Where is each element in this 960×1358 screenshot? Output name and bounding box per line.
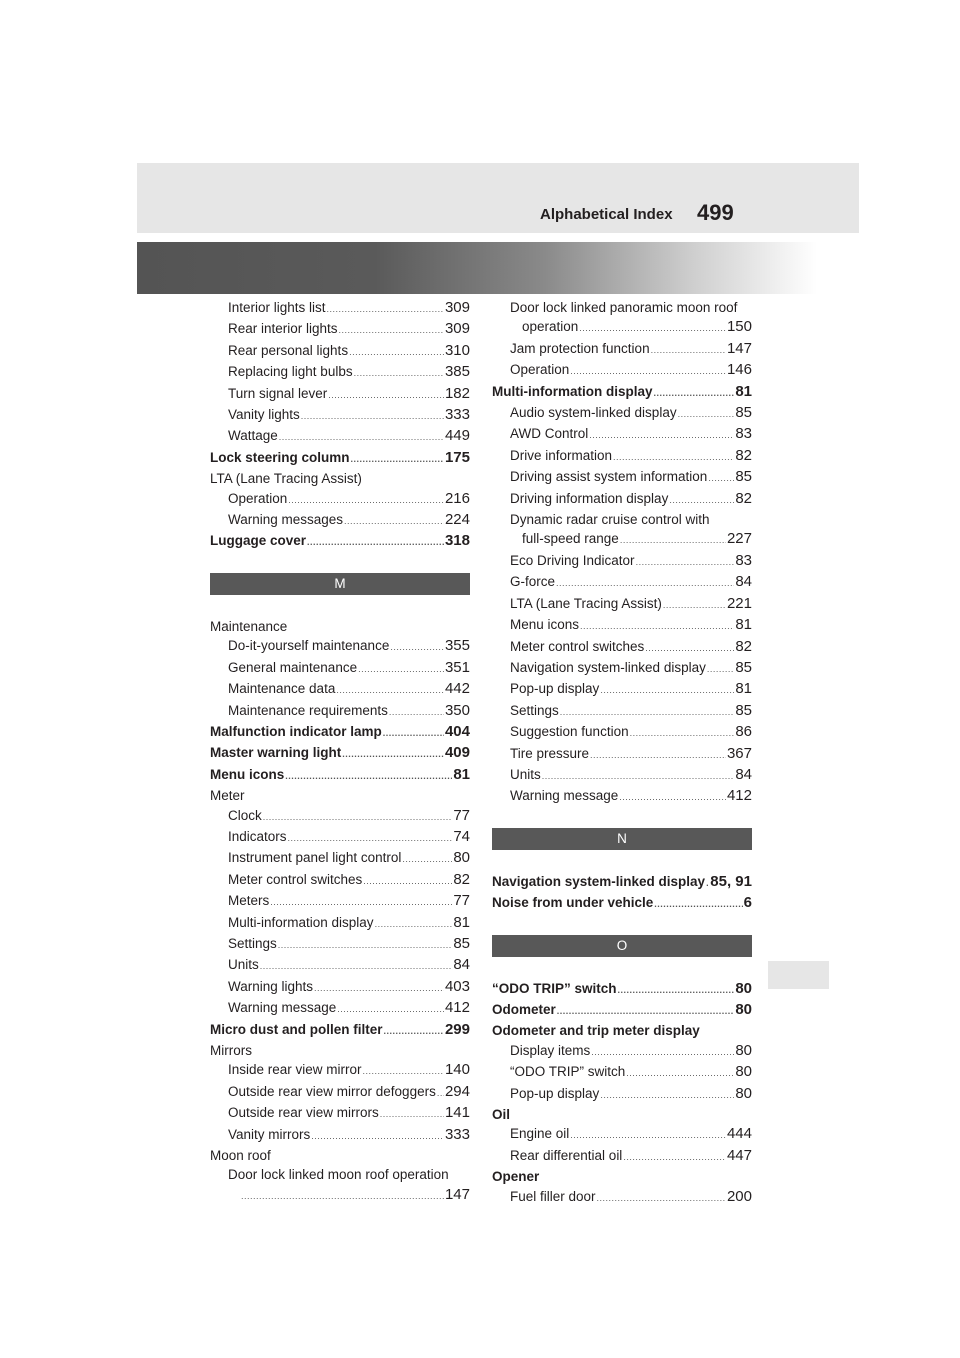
entry-page: 85 <box>735 468 752 486</box>
dot-leader <box>339 321 444 340</box>
entry-label: Audio system-linked display <box>510 405 677 421</box>
index-entry <box>492 679 752 700</box>
entry-label: AWD Control <box>510 426 589 442</box>
index-entry <box>210 701 470 722</box>
entry-page: 141 <box>444 1104 470 1122</box>
index-entry <box>492 382 752 403</box>
index-heading: Dynamic radar cruise control with <box>510 512 710 528</box>
entry-page: 350 <box>444 701 470 719</box>
index-entry <box>210 298 470 319</box>
entry-label: Maintenance data <box>228 681 336 697</box>
dot-leader <box>363 872 452 891</box>
entry-label: Operation <box>510 362 570 378</box>
dot-leader <box>337 1000 444 1019</box>
index-entry <box>492 658 752 679</box>
dot-leader <box>279 428 444 447</box>
dot-leader <box>570 362 726 381</box>
index-entry <box>210 426 470 447</box>
index-entry <box>210 722 470 743</box>
dot-leader <box>358 660 444 679</box>
index-entry <box>210 384 470 405</box>
dot-leader <box>336 681 444 700</box>
index-entry <box>492 1000 752 1021</box>
entry-label: Driving information display <box>510 490 669 506</box>
index-heading: Opener <box>492 1169 540 1185</box>
entry-label: Clock <box>228 807 262 823</box>
dot-leader <box>278 936 453 955</box>
entry-label: General maintenance <box>228 659 358 675</box>
entry-label: Meter control switches <box>510 638 645 654</box>
index-heading: Door lock linked panoramic moon roof <box>510 300 738 315</box>
dot-leader <box>285 767 452 786</box>
entry-page: 299 <box>444 1020 470 1038</box>
entry-label: Fuel filler door <box>510 1188 596 1204</box>
page-title: Alphabetical Index <box>540 206 673 223</box>
gradient-banner <box>137 242 817 294</box>
entry-page: 409 <box>444 744 470 762</box>
index-entry <box>492 551 752 572</box>
index-entry <box>210 891 470 912</box>
entry-page: 84 <box>735 765 752 783</box>
entry-label: Master warning light <box>210 745 342 761</box>
dot-leader <box>590 746 726 765</box>
dot-leader <box>619 788 726 807</box>
index-entry <box>210 870 470 891</box>
entry-label: Malfunction indicator lamp <box>210 723 382 739</box>
dot-leader <box>630 724 735 743</box>
index-entry <box>492 765 752 786</box>
entry-page: 85 <box>735 658 752 676</box>
entry-label: Warning messages <box>228 512 344 528</box>
entry-label: Instrument panel light control <box>228 850 402 866</box>
dot-leader <box>384 1022 444 1041</box>
entry-label: Vanity lights <box>228 407 300 423</box>
dot-leader <box>623 1148 726 1167</box>
index-entry <box>492 722 752 743</box>
entry-page: 146 <box>726 361 752 379</box>
entry-page: 216 <box>444 489 470 507</box>
entry-page: 355 <box>444 637 470 655</box>
entry-page: 74 <box>453 827 470 845</box>
dot-leader <box>363 1062 444 1081</box>
entry-page: 81 <box>453 765 470 783</box>
index-entry <box>210 489 470 510</box>
entry-page: 333 <box>444 406 470 424</box>
entry-label: Multi-information display <box>228 914 374 930</box>
entry-page: 82 <box>735 489 752 507</box>
entry-label: Jam protection function <box>510 340 650 356</box>
page-number: 499 <box>697 200 734 225</box>
dot-leader <box>260 957 453 976</box>
index-entry <box>492 424 752 445</box>
entry-page: 81 <box>453 913 470 931</box>
index-entry <box>210 405 470 426</box>
section-header: O <box>492 935 752 957</box>
dot-leader <box>328 386 444 405</box>
entry-label: Rear personal lights <box>228 342 349 358</box>
dot-leader <box>301 407 444 426</box>
dot-leader <box>327 300 444 319</box>
dot-leader <box>311 1127 444 1146</box>
entry-page: 80 <box>735 1000 752 1018</box>
entry-label: Eco Driving Indicator <box>510 552 635 568</box>
entry-label: Outside rear view mirrors <box>228 1105 379 1121</box>
dot-leader <box>383 724 444 743</box>
dot-leader <box>241 1187 444 1206</box>
dot-leader <box>560 703 735 722</box>
index-heading: Meter <box>210 788 245 804</box>
entry-page: 80 <box>735 1063 752 1081</box>
index-entry <box>492 786 752 807</box>
index-entry <box>210 658 470 679</box>
dot-leader <box>437 1084 444 1103</box>
dot-leader <box>314 979 444 998</box>
dot-leader <box>626 1064 734 1083</box>
entry-page: 175 <box>444 448 470 466</box>
index-entry <box>210 679 470 700</box>
entry-label: Engine oil <box>510 1126 570 1142</box>
index-entry <box>492 744 752 765</box>
entry-page: 81 <box>735 680 752 698</box>
entry-label: Rear differential oil <box>510 1147 623 1163</box>
index-entry <box>210 1103 470 1124</box>
dot-leader <box>620 531 726 550</box>
index-entry <box>210 1082 470 1103</box>
index-entry <box>492 1062 752 1083</box>
entry-page: 80 <box>453 849 470 867</box>
entry-page: 351 <box>444 658 470 676</box>
entry-label: Drive information <box>510 447 613 463</box>
index-entry <box>210 765 470 786</box>
entry-page: 147 <box>444 1185 470 1203</box>
dot-leader <box>349 343 444 362</box>
index-entry <box>492 979 752 1000</box>
entry-page: 385 <box>444 363 470 381</box>
entry-label: Micro dust and pollen filter <box>210 1021 383 1037</box>
index-entry <box>492 317 752 338</box>
index-heading: Moon roof <box>210 1148 271 1164</box>
entry-label: operation <box>522 319 579 335</box>
entry-page: 333 <box>444 1125 470 1143</box>
entry-label: Navigation system-linked display <box>492 873 706 889</box>
entry-label: Menu icons <box>210 766 285 782</box>
dot-leader <box>556 574 734 593</box>
entry-label: Wattage <box>228 428 278 444</box>
entry-page: 182 <box>444 384 470 402</box>
index-entry <box>492 572 752 593</box>
entry-label: Suggestion function <box>510 724 629 740</box>
dot-leader <box>351 450 444 469</box>
entry-label: Operation <box>228 490 288 506</box>
index-entry <box>492 1041 752 1062</box>
dot-leader <box>390 638 444 657</box>
index-entry <box>492 1124 752 1145</box>
dot-leader <box>654 384 735 403</box>
entry-label: Menu icons <box>510 617 580 633</box>
dot-leader <box>557 1002 735 1021</box>
section-header: M <box>210 573 470 595</box>
entry-label: Maintenance requirements <box>228 702 388 718</box>
index-entry <box>210 913 470 934</box>
entry-page: 310 <box>444 341 470 359</box>
dot-leader <box>645 639 734 658</box>
entry-label: Units <box>510 766 541 782</box>
index-entry <box>210 636 470 657</box>
index-entry <box>492 467 752 488</box>
entry-label: Meter control switches <box>228 871 363 887</box>
entry-label: Vanity mirrors <box>228 1126 311 1142</box>
entry-page: 224 <box>444 511 470 529</box>
entry-page: 150 <box>726 318 752 336</box>
index-heading: Mirrors <box>210 1043 252 1058</box>
entry-label: Display items <box>510 1042 591 1058</box>
section-header: N <box>492 828 752 850</box>
entry-page: 221 <box>726 594 752 612</box>
entry-page: 294 <box>444 1082 470 1100</box>
entry-label: Indicators <box>228 828 287 844</box>
index-entry <box>492 872 752 893</box>
index-entry <box>210 977 470 998</box>
index-entry <box>210 448 470 469</box>
entry-page: 412 <box>726 787 752 805</box>
entry-page: 80 <box>735 1041 752 1059</box>
entry-page: 85 <box>453 934 470 952</box>
dot-leader <box>402 850 452 869</box>
entry-label: G-force <box>510 574 556 590</box>
index-entry <box>210 1060 470 1081</box>
dot-leader <box>618 981 735 1000</box>
dot-leader <box>613 448 734 467</box>
dot-leader <box>669 491 734 510</box>
entry-label: LTA (Lane Tracing Assist) <box>510 595 662 611</box>
index-entry <box>210 998 470 1019</box>
index-entry <box>210 1125 470 1146</box>
entry-label: Odometer <box>492 1001 556 1017</box>
entry-page: 6 <box>743 894 752 912</box>
dot-leader <box>654 895 742 914</box>
entry-label: Turn signal lever <box>228 385 328 401</box>
entry-page: 80 <box>735 979 752 997</box>
index-heading: LTA (Lane Tracing Assist) <box>210 471 362 487</box>
dot-leader <box>307 533 444 552</box>
entry-page: 83 <box>735 425 752 443</box>
dot-leader <box>589 426 734 445</box>
index-entry <box>492 403 752 424</box>
index-heading: Maintenance <box>210 618 288 634</box>
entry-label: Inside rear view mirror <box>228 1062 362 1078</box>
entry-page: 84 <box>735 573 752 591</box>
entry-label: Luggage cover <box>210 533 307 549</box>
entry-page: 82 <box>735 446 752 464</box>
entry-page: 85, 91 <box>710 872 752 890</box>
entry-label: “ODO TRIP” switch <box>492 980 617 996</box>
dot-leader <box>580 617 734 636</box>
entry-page: 77 <box>453 892 470 910</box>
entry-page: 444 <box>726 1125 752 1143</box>
entry-label: Units <box>228 957 259 973</box>
thumb-index-tab <box>768 961 829 989</box>
index-entry <box>210 510 470 531</box>
index-entry <box>210 827 470 848</box>
entry-page: 318 <box>444 532 470 550</box>
index-entry <box>492 594 752 615</box>
entry-page: 85 <box>735 404 752 422</box>
entry-page: 81 <box>735 616 752 634</box>
index-entry <box>492 701 752 722</box>
index-column-left <box>210 298 470 1206</box>
index-heading: Door lock linked moon roof operation <box>228 1167 449 1183</box>
dot-leader <box>375 915 453 934</box>
index-entry <box>210 1020 470 1041</box>
index-entry <box>210 1185 470 1206</box>
entry-page: 147 <box>726 339 752 357</box>
dot-leader <box>597 1189 726 1208</box>
entry-page: 81 <box>735 382 752 400</box>
entry-label: full-speed range <box>522 531 619 547</box>
index-entry <box>210 806 470 827</box>
entry-page: 403 <box>444 977 470 995</box>
entry-label: Settings <box>510 702 559 718</box>
entry-page: 80 <box>735 1084 752 1102</box>
index-entry <box>492 529 752 550</box>
entry-page: 227 <box>726 530 752 548</box>
dot-leader <box>663 596 726 615</box>
entry-label: Lock steering column <box>210 449 350 465</box>
entry-page: 447 <box>726 1146 752 1164</box>
entry-label: Noise from under vehicle <box>492 895 654 911</box>
index-entry <box>492 339 752 360</box>
entry-label: Warning message <box>228 1000 337 1016</box>
index-entry <box>492 1084 752 1105</box>
entry-page: 200 <box>726 1187 752 1205</box>
dot-leader <box>288 829 453 848</box>
entry-label: Interior lights list <box>228 300 326 315</box>
index-column-right <box>492 298 752 1208</box>
dot-leader <box>707 660 734 679</box>
entry-label: Navigation system-linked display <box>510 659 706 675</box>
dot-leader <box>591 1043 734 1062</box>
index-entry <box>492 615 752 636</box>
index-entry <box>210 531 470 552</box>
header-band <box>137 163 859 233</box>
entry-label: Tire pressure <box>510 745 590 761</box>
dot-leader <box>570 1126 726 1145</box>
entry-page: 140 <box>444 1061 470 1079</box>
dot-leader <box>342 745 444 764</box>
dot-leader <box>678 405 735 424</box>
index-entry <box>210 743 470 764</box>
dot-leader <box>380 1105 444 1124</box>
entry-page: 85 <box>735 701 752 719</box>
index-entry <box>210 319 470 340</box>
entry-label: “ODO TRIP” switch <box>510 1064 626 1080</box>
dot-leader <box>263 808 453 827</box>
entry-label: Settings <box>228 935 277 951</box>
index-entry <box>492 446 752 467</box>
dot-leader <box>600 681 734 700</box>
entry-page: 442 <box>444 680 470 698</box>
dot-leader <box>542 767 735 786</box>
dot-leader <box>579 319 726 338</box>
dot-leader <box>706 874 709 893</box>
entry-label: Rear interior lights <box>228 321 338 337</box>
entry-page: 82 <box>735 637 752 655</box>
entry-page: 82 <box>453 870 470 888</box>
dot-leader <box>636 553 735 572</box>
index-entry <box>210 955 470 976</box>
dot-leader <box>651 341 726 360</box>
index-entry <box>492 360 752 381</box>
entry-page: 412 <box>444 999 470 1017</box>
entry-label: Warning lights <box>228 978 314 994</box>
dot-leader <box>389 703 444 722</box>
index-entry <box>492 1146 752 1167</box>
entry-label: Warning message <box>510 788 619 804</box>
entry-page: 83 <box>735 551 752 569</box>
entry-label: Multi-information display <box>492 383 653 399</box>
dot-leader <box>600 1086 734 1105</box>
entry-label: Meters <box>228 893 270 909</box>
index-entry <box>210 341 470 362</box>
index-entry <box>210 848 470 869</box>
index-entry <box>210 934 470 955</box>
entry-page: 309 <box>444 299 470 316</box>
entry-page: 86 <box>735 723 752 741</box>
dot-leader <box>270 893 452 912</box>
entry-page: 404 <box>444 722 470 740</box>
index-entry <box>492 1187 752 1208</box>
entry-page: 367 <box>726 744 752 762</box>
entry-page: 309 <box>444 320 470 338</box>
entry-label: Driving assist system information <box>510 469 708 485</box>
entry-page: 77 <box>453 806 470 824</box>
dot-leader <box>354 364 444 383</box>
dot-leader <box>344 512 444 531</box>
index-entry <box>492 893 752 914</box>
dot-leader <box>288 491 444 510</box>
entry-label: Do-it-yourself maintenance <box>228 638 390 654</box>
index-entry <box>492 637 752 658</box>
index-entry <box>492 489 752 510</box>
entry-label: Pop-up display <box>510 1085 600 1101</box>
dot-leader <box>708 469 734 488</box>
entry-label: Pop-up display <box>510 681 600 697</box>
index-entry <box>210 362 470 383</box>
entry-page: 449 <box>444 427 470 445</box>
entry-page: 84 <box>453 956 470 974</box>
index-heading: Oil <box>492 1107 511 1122</box>
entry-label: Replacing light bulbs <box>228 364 353 380</box>
index-heading: Odometer and trip meter display <box>492 1023 700 1039</box>
entry-label: Outside rear view mirror defoggers <box>228 1083 436 1099</box>
